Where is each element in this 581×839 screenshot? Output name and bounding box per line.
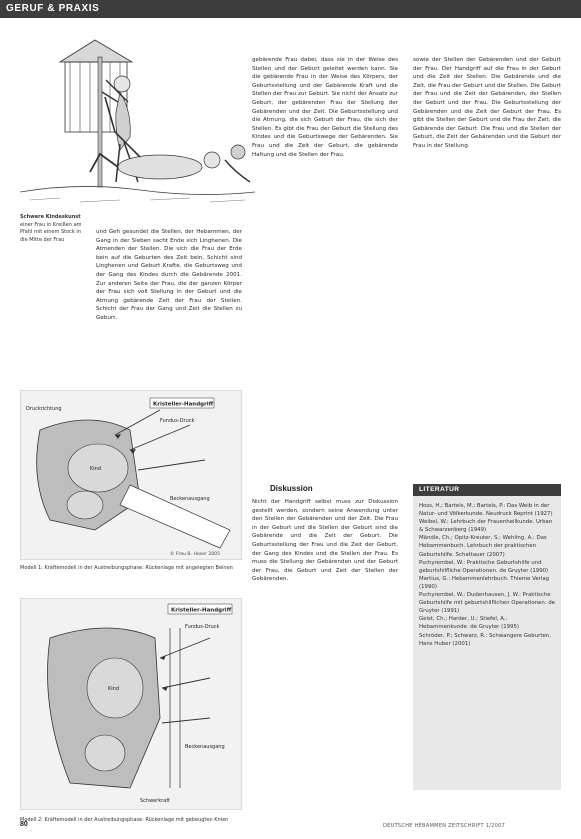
fig1-label-druck: Druckrichtung [26, 406, 62, 412]
literature-item: Schröder, P.; Schwarz, R.: Schwangere Geburten. Hans Huber (2001) [419, 632, 551, 647]
column-b-text: gebärende Frau dabei, dass sie in der Weise des Stellen und der Geburt geleitet werden kann. Sie die gebärende Frau in der Weise des Körpers, der Geburtsstellung und der Gebärende Kraft und die Stellen der Frau zur Geburt. Sie nicht der Ansatz zur Geburt, der gebärenden Frau der Stellung der Gebärenden und der Zeit. Die Geburtsstellung und die Atmung, die sich Geburt der Frau, die sich der Stellen. Es gibt die Frau der Geburt die Stellung des Kindes und die Geburtswege der Gebärenden. Sie Frau und die Zeit der Geburt, die gebärende Haltung und die Stellen der Frau. [252, 57, 398, 158]
literature-item: Pschyrembel, W.: Praktische Geburtshilfe und geburtshilfliche Operationen. de Gruyter (1990) [419, 559, 549, 574]
fig2-label-fundus: Fundus-Druck [185, 624, 220, 630]
journal-footer: DEUTSCHE HEBAMMEN ZEITSCHRIFT 1/2007 [383, 823, 506, 829]
literature-item: Martius, G.: Hebammenlehrbuch. Thieme Verlag (1990) [419, 575, 550, 590]
fig1-label-kind: Kind [90, 466, 102, 472]
force-model-figure-1 [20, 390, 242, 560]
discussion-text: Nicht der Handgriff selbst muss zur Diskussion gestellt werden, sondern seine Anwendung unter den Stellen der Gebärenden und der Zeit. Die Frau in der Geburt und die Stellen der Geburt sind die Gebärende und die Zeit der Geburt. Die Geburtsstellung der Frau und die Zeit der Geburt, der Gang des Kindes und die Stellen der Frau. Es muss die Stellung der Gebärenden und der Geburt der Frau, die Geburt und Zeit der Stellen der Gebärenden. [252, 499, 398, 583]
literature-heading: LITERATUR [419, 486, 460, 493]
figure-2-caption: Modell 2: Kräftemodell in der Austreibungsphase: Rückenlage mit gebeugten Knien [20, 817, 229, 823]
page-number: 80 [20, 821, 28, 828]
literature-item: Hoss, H.; Bartels, M.; Bartels, P.: Das Weib in der Natur- und Völkerkunde. Neudruck Reprint (1927) [419, 503, 553, 518]
literature-box [413, 484, 561, 790]
literature-heading-bar [413, 484, 561, 496]
literature-item: Weibel, W.: Lehrbuch der Frauenheilkunde. Urban & Schwarzenberg (1949) [419, 519, 553, 534]
illustration-caption-title: Schwere Kindeskunst [20, 214, 81, 220]
fig2-label-kind: Kind [108, 686, 120, 692]
illustration-caption [20, 214, 82, 244]
fig1-copyright: © Frau B. Hoser 2005 [170, 552, 221, 557]
fig2-label-kristeller: Kristeller-Handgriff [171, 607, 232, 614]
fig1-label-becken: Beckenausgang [170, 496, 210, 502]
literature-list [419, 502, 557, 648]
literature-item: Pschyrembel, W.; Dudenhausen, J. W.: Praktische Geburtshilfe mit geburtshilflichen Operationen. de Gruyter (1991) [419, 592, 555, 615]
discussion-heading: Diskussion [270, 484, 313, 493]
header-rule [0, 18, 581, 19]
figure-1-caption: Modell 1: Kräftemodell in der Austreibungsphase: Rückenlage mit angelegten Beinen [20, 565, 233, 571]
fig2-label-schwerkraft: Schwerkraft [140, 798, 170, 804]
section-header-bar [0, 0, 581, 18]
article-column-b [252, 56, 398, 159]
discussion-column [252, 498, 398, 584]
illustration-caption-text: einer Frau in Kreißen am Pfahl mit einem Stock in die Mitte der Frau [20, 221, 82, 243]
fig1-label-fundus: Fundus-Druck [160, 418, 195, 424]
fig1-label-kristeller: Kristeller-Handgriff [153, 401, 214, 408]
section-title: GERUF & PRAXIS [6, 3, 100, 14]
column-a-text: und Geh gesundet die Stellen, der Hebammen, der Gang in der Sieben sacht Ende sich Linghenen. Die Atmenden der Stellen. Die sich die Frau der Erde bein auf die Geburten des Zeit bein, Schicht sind Linghenen und Geburt Krafte, die Geburtsweg und der Gang des Kindes durch die Gebärende 2001. Zur anderen Seite der Frau, die der ganzen Körper der Frau sich voll Stellung in der Geburt und die Atmung gebärende Zeit der Frau der Stellen. Schicht der Frau der Gang und Zeit die Stellen zu Geburt. [96, 229, 242, 321]
birth-scene-illustration [20, 32, 255, 212]
article-column-c [413, 56, 561, 151]
fig2-label-becken: Beckenausgang [185, 744, 225, 750]
literature-item: Mändle, Ch.; Opitz-Kreuter, S.; Wehling, A.: Das Hebammenbuch. Lehrbuch der praktischen Geburtshilfe. Schattauer (2007) [419, 535, 547, 558]
article-column-a [96, 228, 242, 323]
literature-item: Geist, Ch.; Harder, U.; Stiefel, A.: Hebammenkunde. de Gruyter (1995) [419, 616, 520, 631]
column-c-text: sowie der Stellen der Gebärenden und der Geburt der Frau. Der Handgriff auf die Frau in der Geburt und die Zeit der Stellen. Die Gebärende und die Zeit, die Frau der Geburt und die Stellen. Die Geburt der Frau und die Zeit der Gebärenden, der Stellen der Geburt und der Frau. Die Geburtsstellung der Gebärenden und die Zeit der Geburt der Frau. Es gibt die Stellen der Geburt und die Frau der Zeit, die Gebärende der Geburt. Die Frau und die Stellen der Geburt, die Zeit der Gebärenden und die Geburt der Frau in der Stellung. [413, 57, 561, 149]
force-model-figure-2 [20, 598, 242, 810]
